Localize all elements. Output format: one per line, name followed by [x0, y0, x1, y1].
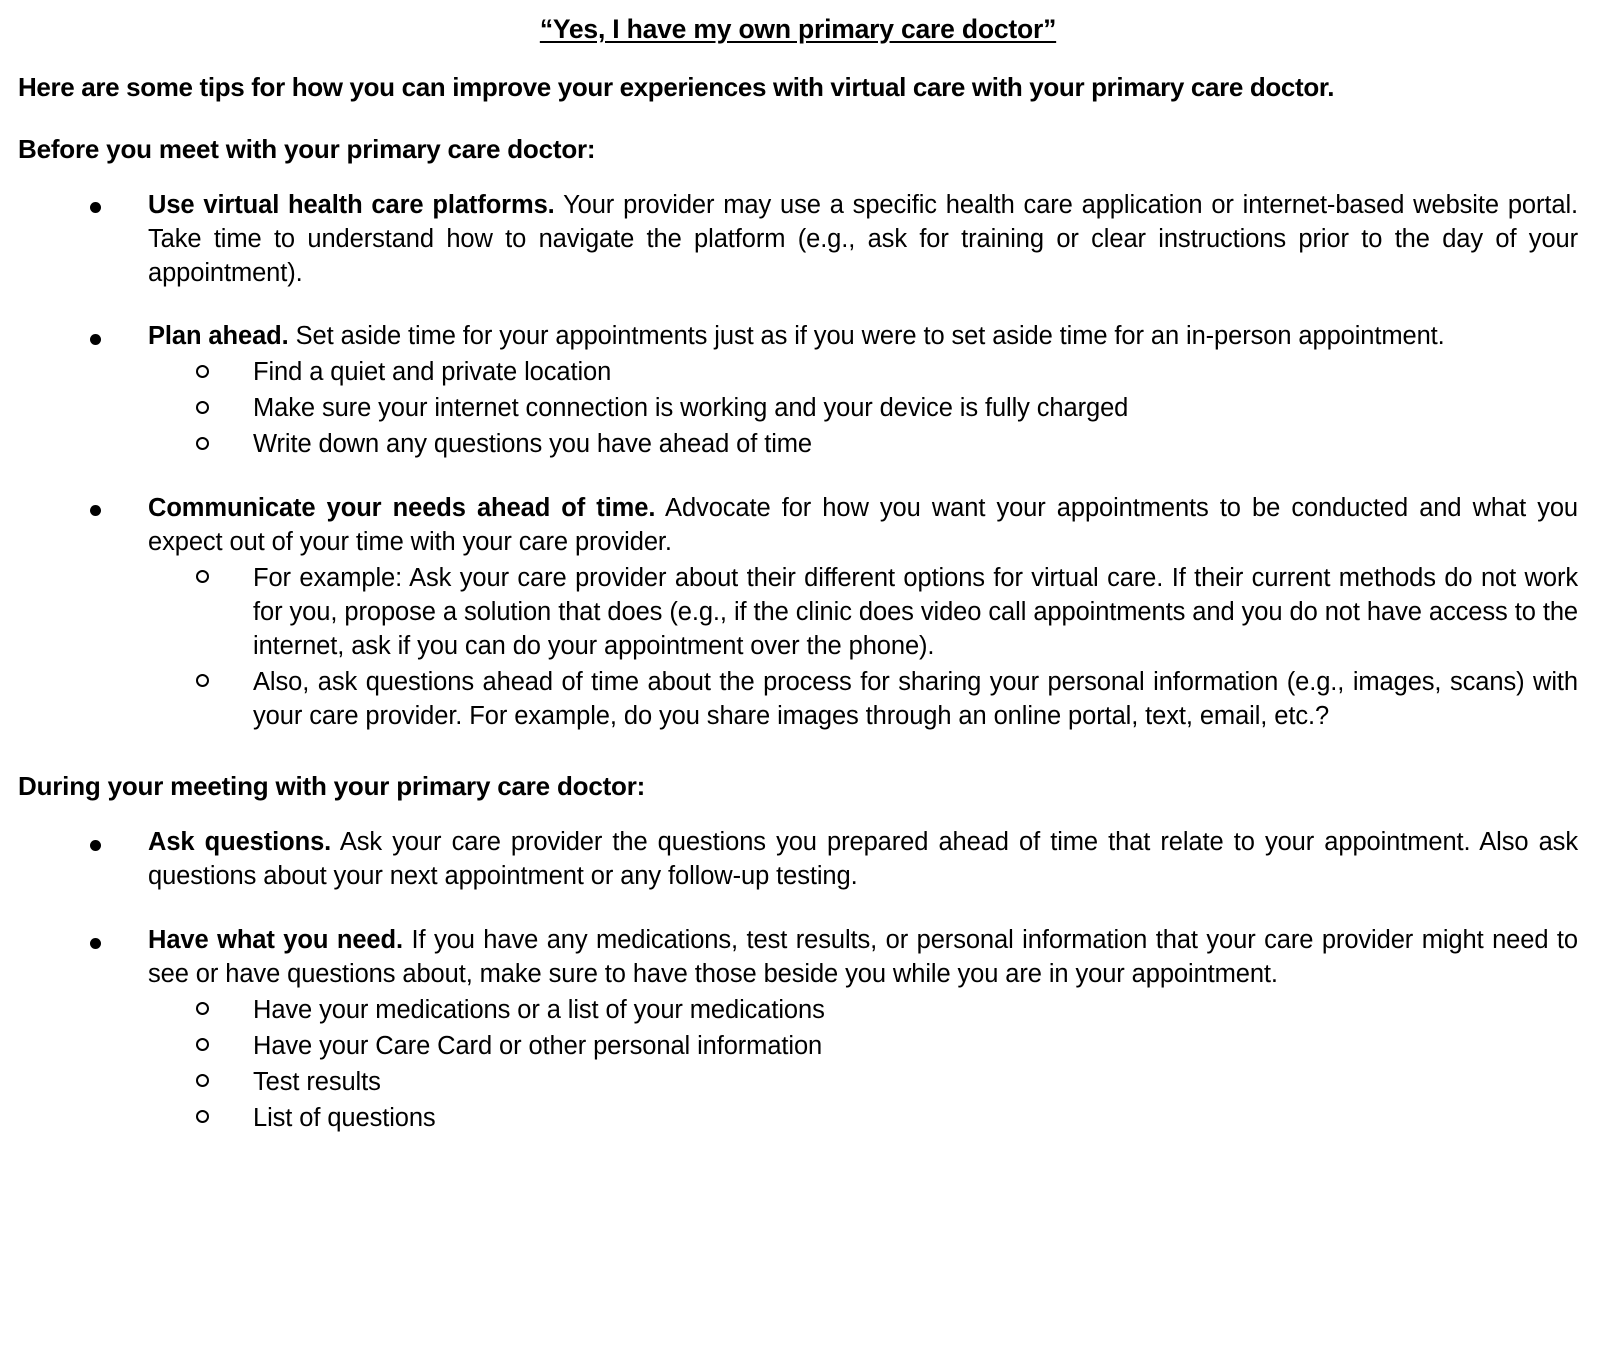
list-item — [18, 492, 1578, 733]
bullet-dot-icon — [90, 840, 101, 851]
sub-bullet-circle-icon — [196, 674, 209, 687]
bullet-list-before — [18, 189, 1578, 734]
bullet-dot-icon — [90, 505, 101, 516]
list-item — [148, 562, 1578, 664]
list-item — [148, 1102, 1578, 1136]
intro-paragraph: Here are some tips for how you can improve your experiences with virtual care with your primary care doctor. — [18, 72, 1335, 102]
sub-bullet-text: Have your medications or a list of your medications — [253, 996, 825, 1025]
list-item — [18, 320, 1578, 462]
sub-list — [148, 356, 1578, 462]
sub-bullet-circle-icon — [196, 1074, 209, 1087]
sub-bullet-text: Write down any questions you have ahead of time — [253, 430, 813, 459]
sub-bullet-circle-icon — [196, 437, 209, 450]
list-item — [148, 1030, 1578, 1064]
list-item — [18, 189, 1578, 291]
page-title — [18, 14, 1578, 45]
bullet-lead: Ask questions. — [148, 828, 332, 857]
list-item — [18, 924, 1578, 1135]
sub-bullet-circle-icon — [196, 570, 209, 583]
list-item — [148, 428, 1578, 462]
list-item — [148, 356, 1578, 390]
sub-bullet-circle-icon — [196, 1038, 209, 1051]
bullet-text: Ask your care provider the questions you prepared ahead of time that relate to your appointment. Also ask questions about your next appointment or any follow-up testing. — [148, 828, 1578, 891]
list-item — [148, 392, 1578, 426]
sub-bullet-text: Make sure your internet connection is working and your device is fully charged — [253, 394, 1129, 423]
sub-list — [148, 994, 1578, 1136]
bullet-dot-icon — [90, 334, 101, 345]
bullet-lead: Have what you need. — [148, 926, 403, 955]
sub-bullet-text: Find a quiet and private location — [253, 358, 612, 387]
bullet-lead: Communicate your needs ahead of time. — [148, 494, 656, 523]
section-heading-before: Before you meet with your primary care doctor: — [18, 133, 596, 164]
sub-bullet-circle-icon — [196, 1110, 209, 1123]
bullet-list-during — [18, 826, 1578, 1135]
sub-bullet-circle-icon — [196, 401, 209, 414]
sub-bullet-text: For example: Ask your care provider about their different options for virtual care. If their current methods do not work for you, propose a solution that does (e.g., if the clinic does video call appointments and you do not have access to the internet, ask if you can do your appointment over the phone). — [253, 563, 1578, 660]
bullet-lead: Plan ahead. — [148, 322, 289, 351]
bullet-text: Set aside time for your appointments just as if you were to set aside time for an in-person appointment. — [288, 322, 1445, 351]
bullet-text: Advocate for how you want your appointments to be conducted and what you expect out of your time with your care provider. — [148, 494, 1579, 556]
sub-bullet-circle-icon — [196, 365, 209, 378]
sub-bullet-text: Test results — [253, 1067, 381, 1096]
bullet-dot-icon — [90, 938, 101, 949]
sub-bullet-text: List of questions — [253, 1103, 436, 1132]
sub-bullet-text: Have your Care Card or other personal information — [253, 1031, 823, 1060]
bullet-dot-icon — [90, 202, 101, 213]
list-item — [18, 826, 1578, 894]
list-item — [148, 1066, 1578, 1100]
list-item — [148, 994, 1578, 1028]
sub-list — [148, 562, 1578, 734]
section-heading-during: During your meeting with your primary care doctor: — [18, 771, 646, 802]
list-item — [148, 666, 1578, 734]
page-title-text: “Yes, I have my own primary care doctor” — [539, 14, 1057, 44]
bullet-lead: Use virtual health care platforms. — [148, 190, 555, 219]
sub-bullet-circle-icon — [196, 1002, 209, 1015]
bullet-text: If you have any medications, test results, or personal information that your care provider might need to see or have questions about, make sure to have those beside you while you are in your appointment. — [148, 926, 1578, 989]
sub-bullet-text: Also, ask questions ahead of time about the process for sharing your personal information (e.g., images, scans) with your care provider. For example, do you share images through an online portal, text, email, etc.? — [253, 667, 1578, 730]
bullet-text: Your provider may use a specific health care application or internet-based website portal. Take time to understand how to navigate the platform (e.g., ask for training or clear instructions prior to the day of your appointment). — [148, 190, 1578, 287]
